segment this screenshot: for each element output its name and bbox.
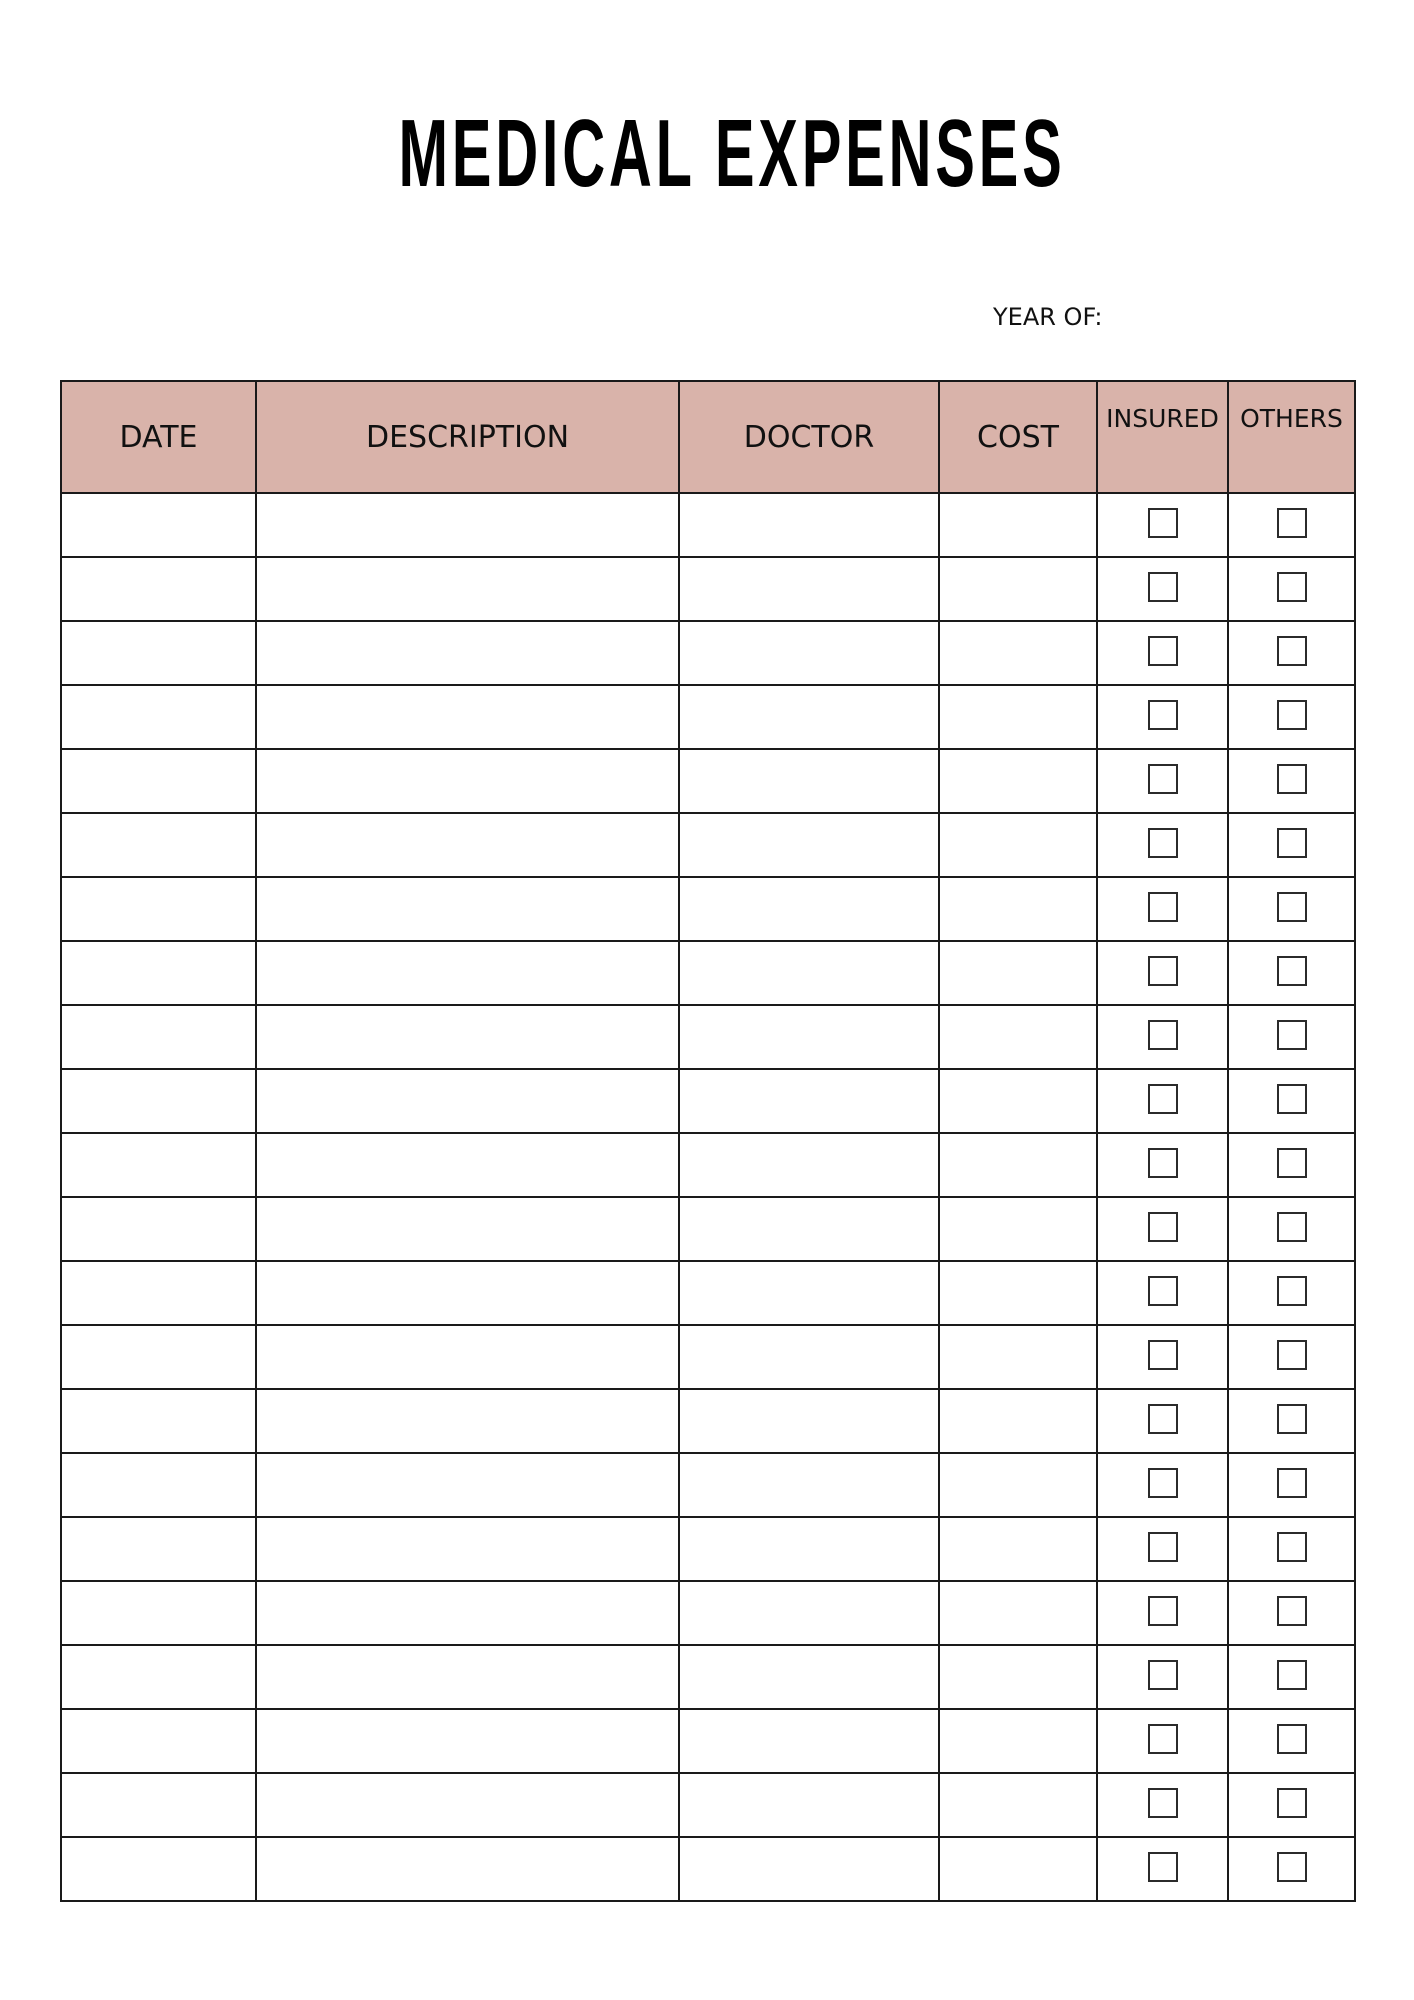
year-of-label: YEAR OF: bbox=[993, 303, 1103, 331]
cost-cell[interactable] bbox=[939, 1005, 1097, 1069]
others-checkbox[interactable] bbox=[1277, 1788, 1307, 1818]
description-cell[interactable] bbox=[256, 1453, 679, 1517]
insured-cell bbox=[1097, 1325, 1228, 1389]
insured-checkbox[interactable] bbox=[1148, 508, 1178, 538]
table-row bbox=[61, 1645, 1355, 1709]
doctor-cell[interactable] bbox=[679, 1709, 939, 1773]
table-row bbox=[61, 1133, 1355, 1197]
others-cell bbox=[1228, 941, 1355, 1005]
description-cell[interactable] bbox=[256, 557, 679, 621]
others-cell bbox=[1228, 1645, 1355, 1709]
others-cell bbox=[1228, 1581, 1355, 1645]
doctor-cell[interactable] bbox=[679, 877, 939, 941]
description-cell[interactable] bbox=[256, 621, 679, 685]
insured-cell bbox=[1097, 877, 1228, 941]
insured-checkbox[interactable] bbox=[1148, 1596, 1178, 1626]
others-cell bbox=[1228, 685, 1355, 749]
insured-cell bbox=[1097, 1133, 1228, 1197]
doctor-cell[interactable] bbox=[679, 557, 939, 621]
table-row bbox=[61, 1773, 1355, 1837]
others-cell bbox=[1228, 1837, 1355, 1901]
others-cell bbox=[1228, 1005, 1355, 1069]
others-checkbox[interactable] bbox=[1277, 700, 1307, 730]
description-cell[interactable] bbox=[256, 1325, 679, 1389]
description-cell[interactable] bbox=[256, 1645, 679, 1709]
insured-checkbox[interactable] bbox=[1148, 1148, 1178, 1178]
insured-checkbox[interactable] bbox=[1148, 1404, 1178, 1434]
date-cell[interactable] bbox=[61, 1709, 256, 1773]
others-cell bbox=[1228, 557, 1355, 621]
doctor-cell[interactable] bbox=[679, 1005, 939, 1069]
insured-cell bbox=[1097, 1709, 1228, 1773]
column-header-insured: INSURED bbox=[1097, 381, 1228, 493]
others-cell bbox=[1228, 1197, 1355, 1261]
insured-cell bbox=[1097, 813, 1228, 877]
others-checkbox[interactable] bbox=[1277, 1276, 1307, 1306]
table-row bbox=[61, 1197, 1355, 1261]
description-cell[interactable] bbox=[256, 1709, 679, 1773]
insured-cell bbox=[1097, 1005, 1228, 1069]
insured-checkbox[interactable] bbox=[1148, 764, 1178, 794]
description-cell[interactable] bbox=[256, 1069, 679, 1133]
insured-checkbox[interactable] bbox=[1148, 1852, 1178, 1882]
cost-cell[interactable] bbox=[939, 877, 1097, 941]
table-row bbox=[61, 1069, 1355, 1133]
doctor-cell[interactable] bbox=[679, 1581, 939, 1645]
doctor-cell[interactable] bbox=[679, 493, 939, 557]
others-checkbox[interactable] bbox=[1277, 572, 1307, 602]
others-cell bbox=[1228, 493, 1355, 557]
others-checkbox[interactable] bbox=[1277, 1724, 1307, 1754]
insured-checkbox[interactable] bbox=[1148, 1468, 1178, 1498]
doctor-cell[interactable] bbox=[679, 941, 939, 1005]
date-cell[interactable] bbox=[61, 1389, 256, 1453]
others-checkbox[interactable] bbox=[1277, 1468, 1307, 1498]
cost-cell[interactable] bbox=[939, 1133, 1097, 1197]
date-cell[interactable] bbox=[61, 1069, 256, 1133]
column-header-cost: COST bbox=[939, 381, 1097, 493]
table-body bbox=[61, 493, 1355, 1901]
description-cell[interactable] bbox=[256, 1837, 679, 1901]
others-checkbox[interactable] bbox=[1277, 1404, 1307, 1434]
others-cell bbox=[1228, 1517, 1355, 1581]
column-header-others: OTHERS bbox=[1228, 381, 1355, 493]
date-cell[interactable] bbox=[61, 557, 256, 621]
cost-cell[interactable] bbox=[939, 1261, 1097, 1325]
others-cell bbox=[1228, 1773, 1355, 1837]
date-cell[interactable] bbox=[61, 1837, 256, 1901]
insured-cell bbox=[1097, 1261, 1228, 1325]
doctor-cell[interactable] bbox=[679, 1837, 939, 1901]
insured-cell bbox=[1097, 1069, 1228, 1133]
doctor-cell[interactable] bbox=[679, 1389, 939, 1453]
cost-cell[interactable] bbox=[939, 1389, 1097, 1453]
cost-cell[interactable] bbox=[939, 1197, 1097, 1261]
insured-cell bbox=[1097, 621, 1228, 685]
cost-cell[interactable] bbox=[939, 557, 1097, 621]
cost-cell[interactable] bbox=[939, 493, 1097, 557]
cost-cell[interactable] bbox=[939, 941, 1097, 1005]
cost-cell[interactable] bbox=[939, 1453, 1097, 1517]
others-cell bbox=[1228, 1709, 1355, 1773]
insured-cell bbox=[1097, 1645, 1228, 1709]
doctor-cell[interactable] bbox=[679, 1773, 939, 1837]
others-cell bbox=[1228, 749, 1355, 813]
others-checkbox[interactable] bbox=[1277, 1852, 1307, 1882]
date-cell[interactable] bbox=[61, 1453, 256, 1517]
doctor-cell[interactable] bbox=[679, 1517, 939, 1581]
doctor-cell[interactable] bbox=[679, 1261, 939, 1325]
others-checkbox[interactable] bbox=[1277, 1340, 1307, 1370]
date-cell[interactable] bbox=[61, 621, 256, 685]
cost-cell[interactable] bbox=[939, 621, 1097, 685]
date-cell[interactable] bbox=[61, 1197, 256, 1261]
cost-cell[interactable] bbox=[939, 1837, 1097, 1901]
insured-cell bbox=[1097, 1581, 1228, 1645]
others-checkbox[interactable] bbox=[1277, 1212, 1307, 1242]
doctor-cell[interactable] bbox=[679, 621, 939, 685]
doctor-cell[interactable] bbox=[679, 685, 939, 749]
doctor-cell[interactable] bbox=[679, 1133, 939, 1197]
others-cell bbox=[1228, 1325, 1355, 1389]
table-row bbox=[61, 1581, 1355, 1645]
others-cell bbox=[1228, 813, 1355, 877]
column-header-date: DATE bbox=[61, 381, 256, 493]
insured-cell bbox=[1097, 1453, 1228, 1517]
others-checkbox[interactable] bbox=[1277, 636, 1307, 666]
description-cell[interactable] bbox=[256, 1133, 679, 1197]
date-cell[interactable] bbox=[61, 941, 256, 1005]
others-checkbox[interactable] bbox=[1277, 1660, 1307, 1690]
insured-checkbox[interactable] bbox=[1148, 1340, 1178, 1370]
date-cell[interactable] bbox=[61, 1773, 256, 1837]
table-row bbox=[61, 493, 1355, 557]
description-cell[interactable] bbox=[256, 749, 679, 813]
insured-checkbox[interactable] bbox=[1148, 1660, 1178, 1690]
year-of-field[interactable] bbox=[1112, 300, 1352, 334]
cost-cell[interactable] bbox=[939, 1325, 1097, 1389]
insured-checkbox[interactable] bbox=[1148, 636, 1178, 666]
expenses-table bbox=[60, 380, 1356, 1902]
others-checkbox[interactable] bbox=[1277, 1020, 1307, 1050]
insured-cell bbox=[1097, 1389, 1228, 1453]
table-row bbox=[61, 941, 1355, 1005]
cost-cell[interactable] bbox=[939, 1709, 1097, 1773]
description-cell[interactable] bbox=[256, 1261, 679, 1325]
table-row bbox=[61, 813, 1355, 877]
others-checkbox[interactable] bbox=[1277, 1148, 1307, 1178]
insured-checkbox[interactable] bbox=[1148, 1276, 1178, 1306]
insured-cell bbox=[1097, 557, 1228, 621]
others-checkbox[interactable] bbox=[1277, 828, 1307, 858]
others-cell bbox=[1228, 1133, 1355, 1197]
cost-cell[interactable] bbox=[939, 813, 1097, 877]
insured-checkbox[interactable] bbox=[1148, 1020, 1178, 1050]
table-row bbox=[61, 877, 1355, 941]
insured-cell bbox=[1097, 1517, 1228, 1581]
table-row bbox=[61, 621, 1355, 685]
table-row bbox=[61, 749, 1355, 813]
cost-cell[interactable] bbox=[939, 685, 1097, 749]
insured-checkbox[interactable] bbox=[1148, 700, 1178, 730]
insured-checkbox[interactable] bbox=[1148, 1724, 1178, 1754]
doctor-cell[interactable] bbox=[679, 1645, 939, 1709]
cost-cell[interactable] bbox=[939, 1069, 1097, 1133]
description-cell[interactable] bbox=[256, 941, 679, 1005]
insured-cell bbox=[1097, 1773, 1228, 1837]
table-row bbox=[61, 1709, 1355, 1773]
doctor-cell[interactable] bbox=[679, 1453, 939, 1517]
date-cell[interactable] bbox=[61, 749, 256, 813]
insured-cell bbox=[1097, 1837, 1228, 1901]
doctor-cell[interactable] bbox=[679, 749, 939, 813]
description-cell[interactable] bbox=[256, 1581, 679, 1645]
table-row bbox=[61, 1517, 1355, 1581]
doctor-cell[interactable] bbox=[679, 813, 939, 877]
doctor-cell[interactable] bbox=[679, 1325, 939, 1389]
table-row bbox=[61, 557, 1355, 621]
table-row bbox=[61, 1005, 1355, 1069]
insured-checkbox[interactable] bbox=[1148, 892, 1178, 922]
date-cell[interactable] bbox=[61, 877, 256, 941]
others-checkbox[interactable] bbox=[1277, 764, 1307, 794]
others-checkbox[interactable] bbox=[1277, 1596, 1307, 1626]
insured-checkbox[interactable] bbox=[1148, 956, 1178, 986]
doctor-cell[interactable] bbox=[679, 1197, 939, 1261]
insured-cell bbox=[1097, 941, 1228, 1005]
column-header-description: DESCRIPTION bbox=[256, 381, 679, 493]
others-checkbox[interactable] bbox=[1277, 956, 1307, 986]
description-cell[interactable] bbox=[256, 877, 679, 941]
table-row bbox=[61, 685, 1355, 749]
column-header-doctor: DOCTOR bbox=[679, 381, 939, 493]
insured-checkbox[interactable] bbox=[1148, 1532, 1178, 1562]
table-row bbox=[61, 1261, 1355, 1325]
date-cell[interactable] bbox=[61, 493, 256, 557]
insured-cell bbox=[1097, 749, 1228, 813]
others-cell bbox=[1228, 877, 1355, 941]
insured-cell bbox=[1097, 685, 1228, 749]
date-cell[interactable] bbox=[61, 685, 256, 749]
date-cell[interactable] bbox=[61, 1005, 256, 1069]
insured-cell bbox=[1097, 493, 1228, 557]
others-cell bbox=[1228, 621, 1355, 685]
description-cell[interactable] bbox=[256, 1197, 679, 1261]
description-cell[interactable] bbox=[256, 685, 679, 749]
others-checkbox[interactable] bbox=[1277, 508, 1307, 538]
doctor-cell[interactable] bbox=[679, 1069, 939, 1133]
date-cell[interactable] bbox=[61, 1261, 256, 1325]
cost-cell[interactable] bbox=[939, 1581, 1097, 1645]
description-cell[interactable] bbox=[256, 1517, 679, 1581]
date-cell[interactable] bbox=[61, 1133, 256, 1197]
others-checkbox[interactable] bbox=[1277, 892, 1307, 922]
date-cell[interactable] bbox=[61, 813, 256, 877]
date-cell[interactable] bbox=[61, 1645, 256, 1709]
others-checkbox[interactable] bbox=[1277, 1084, 1307, 1114]
table-row bbox=[61, 1837, 1355, 1901]
insured-checkbox[interactable] bbox=[1148, 828, 1178, 858]
table-row bbox=[61, 1325, 1355, 1389]
table-header bbox=[61, 381, 1355, 493]
cost-cell[interactable] bbox=[939, 1517, 1097, 1581]
cost-cell[interactable] bbox=[939, 1773, 1097, 1837]
cost-cell[interactable] bbox=[939, 749, 1097, 813]
insured-cell bbox=[1097, 1197, 1228, 1261]
description-cell[interactable] bbox=[256, 1773, 679, 1837]
table-row bbox=[61, 1389, 1355, 1453]
others-checkbox[interactable] bbox=[1277, 1532, 1307, 1562]
others-cell bbox=[1228, 1453, 1355, 1517]
others-cell bbox=[1228, 1069, 1355, 1133]
page-title: MEDICAL EXPENSES bbox=[398, 100, 1066, 207]
insured-checkbox[interactable] bbox=[1148, 572, 1178, 602]
others-cell bbox=[1228, 1389, 1355, 1453]
date-cell[interactable] bbox=[61, 1517, 256, 1581]
cost-cell[interactable] bbox=[939, 1645, 1097, 1709]
others-cell bbox=[1228, 1261, 1355, 1325]
description-cell[interactable] bbox=[256, 1389, 679, 1453]
insured-checkbox[interactable] bbox=[1148, 1084, 1178, 1114]
table-row bbox=[61, 1453, 1355, 1517]
insured-checkbox[interactable] bbox=[1148, 1212, 1178, 1242]
description-cell[interactable] bbox=[256, 1005, 679, 1069]
date-cell[interactable] bbox=[61, 1325, 256, 1389]
date-cell[interactable] bbox=[61, 1581, 256, 1645]
description-cell[interactable] bbox=[256, 493, 679, 557]
insured-checkbox[interactable] bbox=[1148, 1788, 1178, 1818]
description-cell[interactable] bbox=[256, 813, 679, 877]
